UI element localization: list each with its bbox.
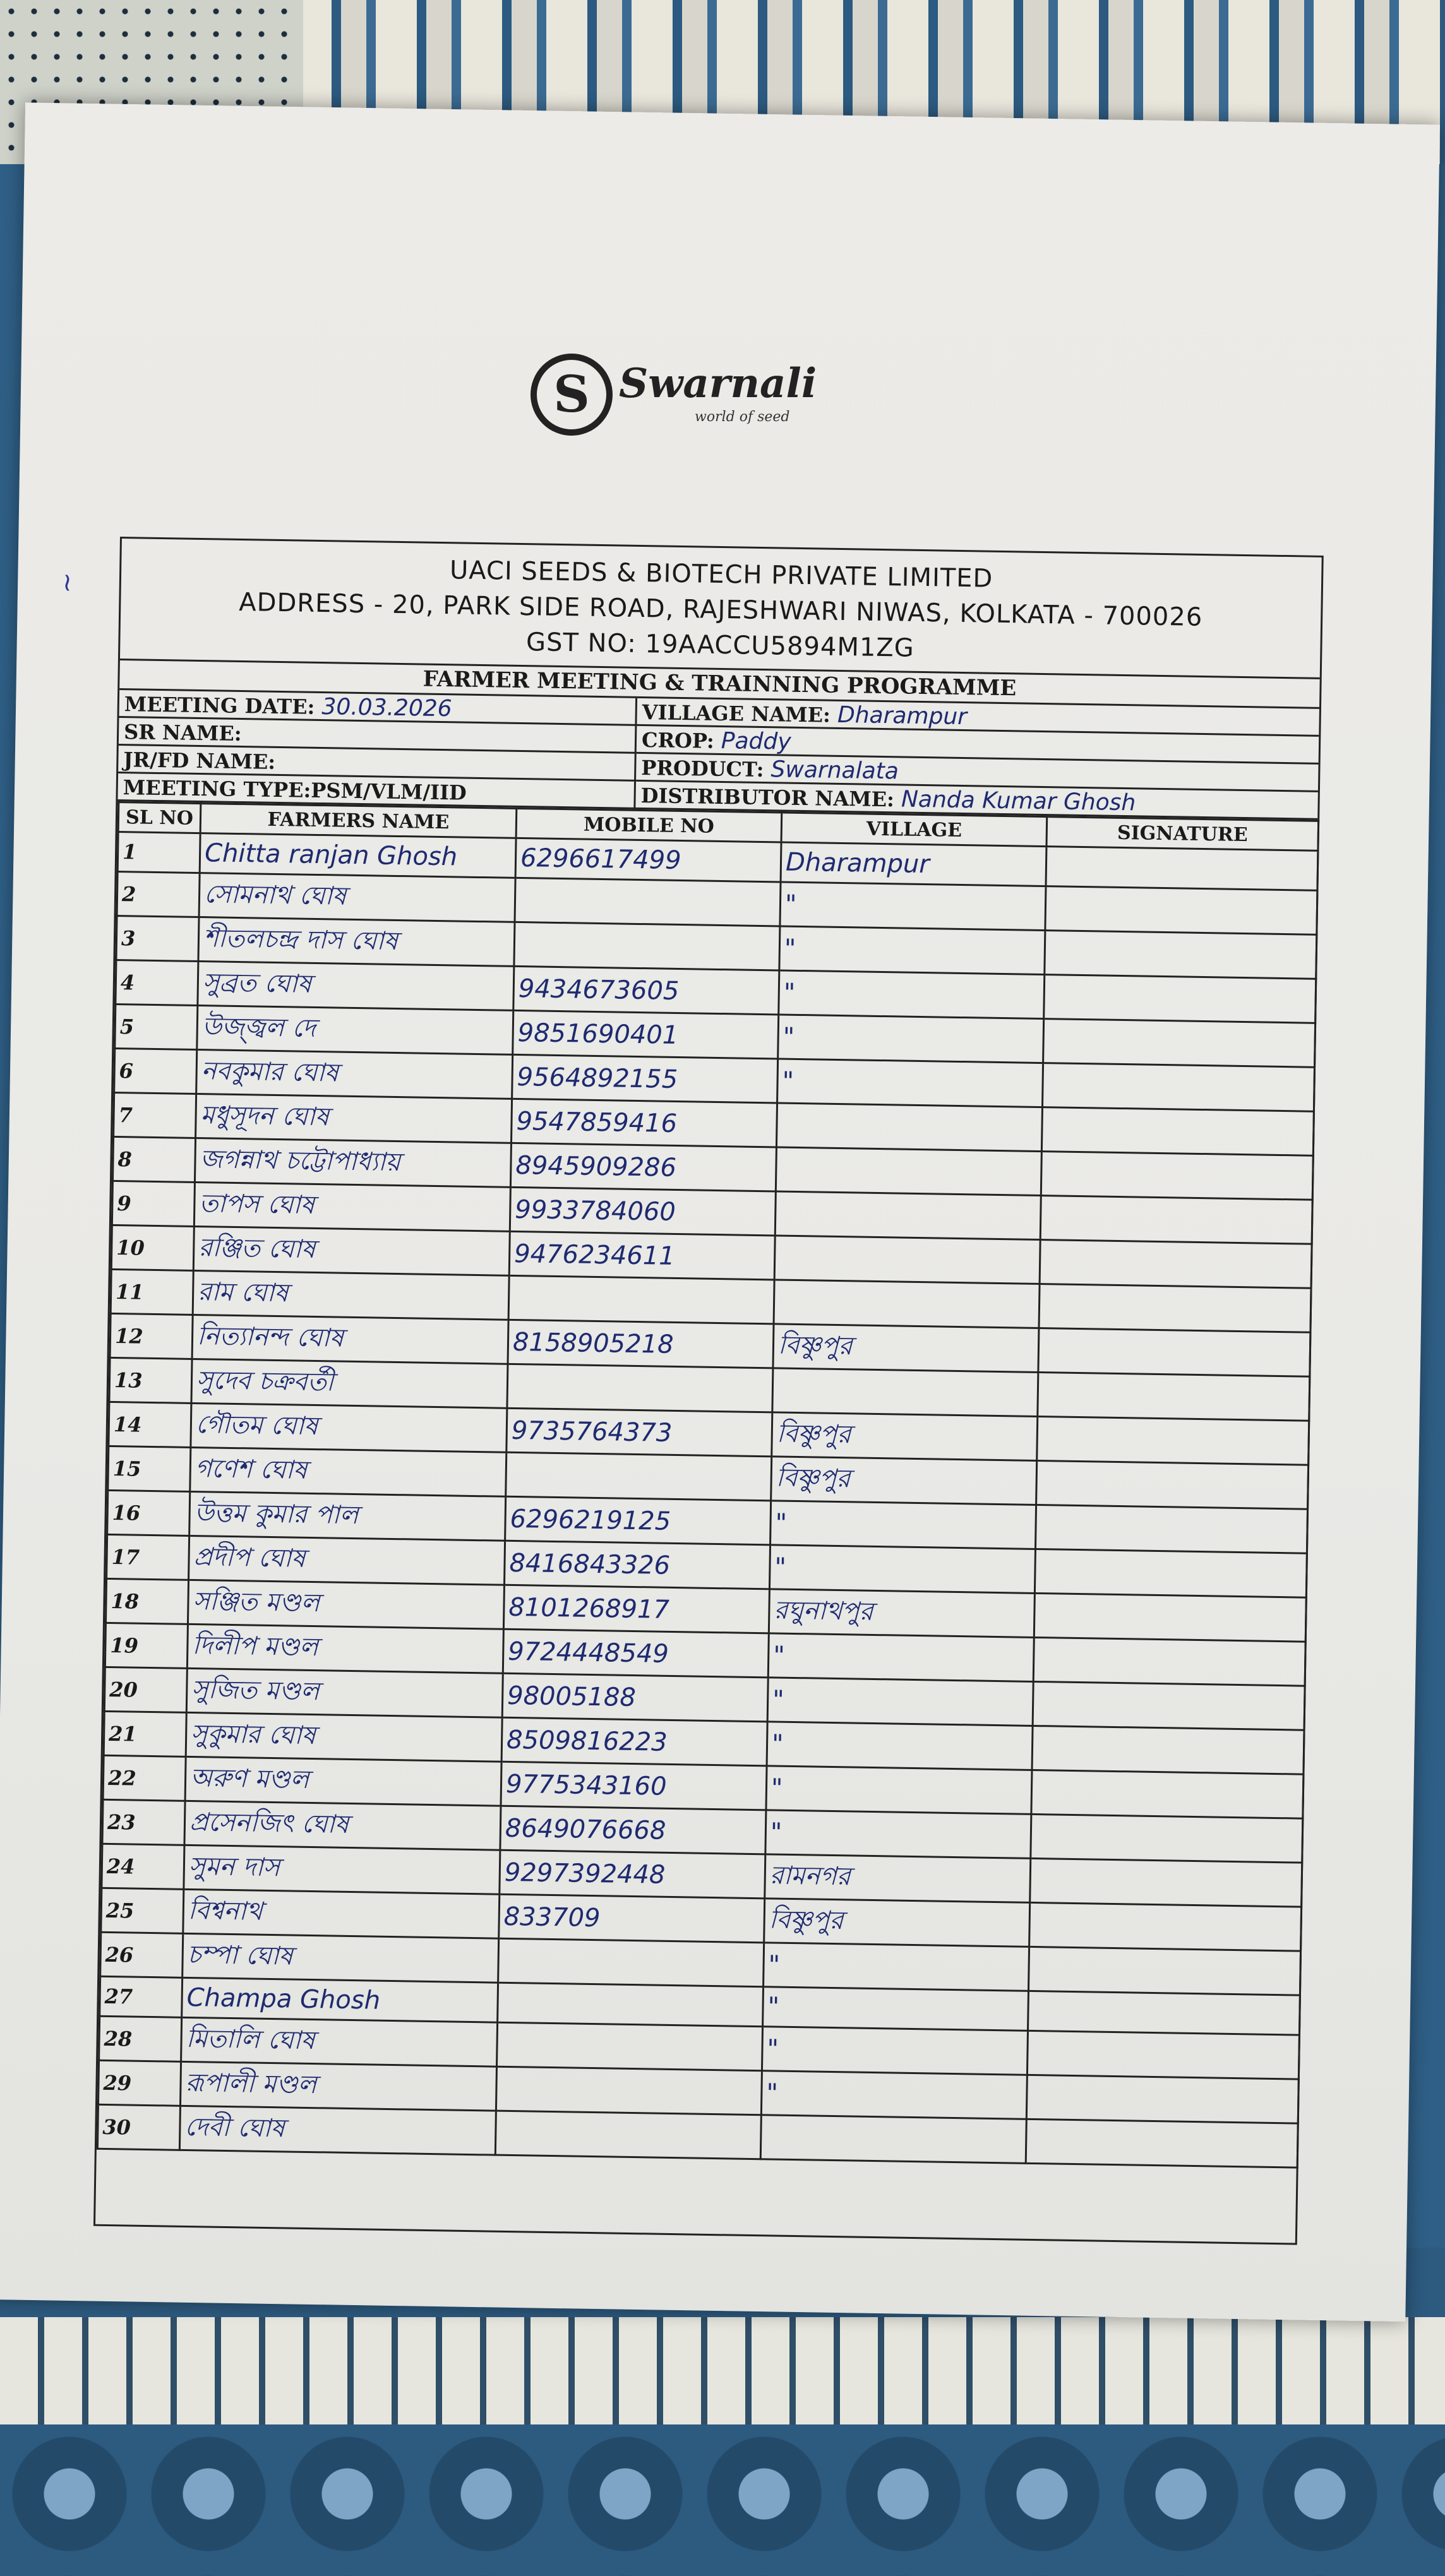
village-cell[interactable]: " [769,1545,1035,1594]
mobile-cell[interactable]: 8101268917 [503,1585,769,1633]
logo-mark: S [531,354,613,436]
farmer-name-cell[interactable]: জগন্নাথ চট্টোপাধ্যায় [195,1138,511,1187]
village-cell[interactable]: " [766,1766,1032,1815]
farmer-name-cell[interactable]: সোমনাথ ঘোষ [199,873,515,922]
signature-cell[interactable] [1046,847,1318,891]
signature-cell[interactable] [1043,1019,1316,1068]
farmer-name-cell[interactable]: সুজিত মণ্ডল [186,1668,503,1717]
mobile-cell[interactable] [514,922,780,970]
signature-cell[interactable] [1038,1373,1310,1421]
sl-cell[interactable]: 13 [109,1357,192,1403]
mobile-cell[interactable] [507,1364,773,1412]
gst-number: GST NO: 19AACCU5894M1ZG [525,628,915,663]
sl-cell[interactable]: 28 [99,2016,182,2061]
sl-cell[interactable]: 8 [112,1136,195,1182]
col-farmers-name: FARMERS NAME [200,804,517,838]
col-sl-no: SL NO [118,802,201,833]
sl-cell[interactable]: 10 [111,1225,194,1270]
village-cell[interactable]: " [777,1059,1043,1107]
mobile-cell[interactable] [508,1275,774,1324]
sl-cell[interactable]: 7 [114,1092,196,1138]
farmer-name-cell[interactable]: রাম ঘোষ [193,1270,509,1320]
mobile-cell[interactable]: 6296219125 [505,1496,771,1545]
sl-cell[interactable]: 25 [101,1888,184,1933]
farmer-name-cell[interactable]: অরুণ মণ্ডল [185,1756,501,1806]
farmer-name-cell[interactable]: উজ্জ্বল দে [197,1006,513,1055]
signature-cell[interactable] [1045,931,1317,979]
village-cell[interactable]: " [768,1633,1034,1682]
mobile-cell[interactable]: 6296617499 [515,838,781,882]
farmer-name-cell[interactable]: প্রসেনজিৎ ঘোষ [184,1801,501,1850]
village-cell[interactable]: Dharampur [781,842,1046,886]
signature-cell[interactable] [1028,1991,1300,2035]
village-cell[interactable]: " [764,1943,1029,1991]
farmer-name-cell[interactable]: মিতালি ঘোষ [181,2017,498,2066]
sl-cell[interactable]: 21 [104,1711,186,1756]
mobile-cell[interactable]: 9564892155 [512,1054,778,1103]
mobile-cell[interactable]: 9851690401 [513,1010,779,1059]
farmer-name-cell[interactable]: বিশ্বনাথ [183,1889,500,1938]
village-cell[interactable]: " [778,1015,1044,1063]
sl-cell[interactable]: 3 [116,915,199,961]
farmer-name-cell[interactable]: সুব্রত ঘোষ [198,962,514,1011]
village-name-field[interactable]: VILLAGE NAME: Dharampur [637,698,1319,737]
sl-cell[interactable]: 6 [114,1048,197,1094]
village-cell[interactable] [775,1191,1041,1240]
mobile-cell[interactable]: 9775343160 [501,1762,767,1810]
village-cell[interactable]: " [762,2027,1028,2075]
village-cell[interactable]: " [765,1810,1031,1859]
village-cell[interactable]: " [767,1722,1033,1770]
farmer-name-cell[interactable]: সুদেব চক্রবর্তী [191,1359,508,1408]
village-cell[interactable]: বিষ্ণুপুর [773,1324,1039,1373]
village-cell[interactable]: " [779,926,1045,975]
signature-cell[interactable] [1041,1107,1314,1156]
signature-cell[interactable] [1034,1593,1306,1642]
sl-cell[interactable]: 18 [105,1578,188,1624]
sl-cell[interactable]: 24 [102,1844,184,1889]
sl-cell[interactable]: 29 [98,2060,181,2106]
company-name: UACI SEEDS & BIOTECH PRIVATE LIMITED [449,556,993,593]
farmer-name-cell[interactable]: Champa Ghosh [182,1977,498,2022]
form-header [120,539,1322,679]
farmer-name-cell[interactable]: চম্পা ঘোষ [183,1933,499,1983]
farmer-name-cell[interactable]: মধুসূদন ঘোষ [196,1094,512,1143]
signature-cell[interactable] [1041,1152,1313,1200]
logo-brand: Swarnali [619,360,817,407]
signature-cell[interactable] [1029,1902,1302,1951]
village-cell[interactable]: " [763,1987,1029,2031]
farmer-name-cell[interactable]: সুকুমার ঘোষ [186,1712,502,1762]
farmer-name-cell[interactable]: রঞ্জিত ঘোষ [193,1226,510,1275]
signature-cell[interactable] [1033,1637,1305,1686]
village-cell[interactable] [776,1147,1041,1196]
mobile-cell[interactable] [495,2111,761,2159]
signature-cell[interactable] [1031,1770,1304,1818]
farmer-name-cell[interactable]: নবকুমার ঘোষ [196,1050,513,1099]
village-cell[interactable]: " [761,2071,1027,2120]
signature-cell[interactable] [1042,1063,1314,1112]
sl-cell[interactable]: 30 [97,2104,180,2150]
col-signature: SIGNATURE [1046,817,1319,851]
village-cell[interactable]: বিষ্ণুপুর [771,1457,1037,1505]
meeting-date-field[interactable]: MEETING DATE: 30.03.2026 [119,690,637,726]
mobile-cell[interactable]: 8158905218 [508,1320,774,1368]
village-cell[interactable]: রামনগর [765,1854,1031,1903]
sl-cell[interactable]: 5 [115,1004,198,1049]
signature-cell[interactable] [1037,1416,1309,1465]
farmer-name-cell[interactable]: Chitta ranjan Ghosh [200,833,516,878]
village-cell[interactable]: বিষ্ণুপুর [764,1899,1030,1947]
attendance-form [93,537,1324,2245]
signature-cell[interactable] [1034,1549,1307,1597]
company-address: ADDRESS - 20, PARK SIDE ROAD, RAJESHWARI NIWAS, KOLKATA - 700026 [239,587,1203,632]
sl-cell[interactable]: 1 [117,832,200,873]
farmer-name-cell[interactable]: তাপস ঘোষ [194,1182,510,1231]
signature-cell[interactable] [1032,1726,1304,1774]
farmer-name-cell[interactable]: সুমন দাস [184,1845,500,1894]
farmer-name-cell[interactable]: শীতলচন্দ্র দাস ঘোষ [198,917,515,967]
mobile-cell[interactable]: 9933784060 [510,1187,776,1236]
sl-cell[interactable]: 27 [100,1976,183,2017]
mobile-cell[interactable]: 9735764373 [507,1408,772,1457]
signature-cell[interactable] [1045,886,1317,935]
village-cell[interactable] [776,1103,1042,1152]
signature-cell[interactable] [1035,1505,1307,1553]
sl-cell[interactable]: 23 [102,1799,185,1845]
mobile-cell[interactable]: 9476234611 [509,1231,775,1280]
mobile-cell[interactable] [506,1452,772,1501]
program-title: FARMER MEETING & TRAINNING PROGRAMME [119,660,1320,709]
mobile-cell[interactable]: 8509816223 [501,1717,767,1766]
signature-cell[interactable] [1044,975,1316,1023]
signature-cell[interactable] [1040,1196,1312,1244]
signature-cell[interactable] [1038,1328,1310,1377]
signature-cell[interactable] [1027,2030,1299,2079]
crop-field[interactable]: CROP: Paddy [637,726,1319,765]
mobile-cell[interactable] [498,1938,764,1987]
farmer-name-cell[interactable]: গৌতম ঘোষ [191,1403,507,1452]
mobile-cell[interactable]: 8416843326 [504,1541,770,1589]
col-mobile-no: MOBILE NO [516,808,782,842]
farmer-name-cell[interactable]: দিলীপ মণ্ডল [187,1624,503,1673]
sr-name-field[interactable]: SR NAME: [119,718,637,754]
farmer-name-cell[interactable]: গণেশ ঘোষ [190,1447,507,1496]
sl-cell[interactable]: 26 [100,1932,183,1977]
sl-cell[interactable]: 22 [103,1755,186,1801]
mobile-cell[interactable]: 8945909286 [510,1143,776,1191]
village-cell[interactable]: রঘুনাথপুর [769,1589,1034,1638]
village-cell[interactable]: " [770,1501,1036,1549]
mobile-cell[interactable]: 9547859416 [511,1099,777,1147]
distributor-name-field[interactable]: DISTRIBUTOR NAME: Nanda Kumar Ghosh [635,782,1318,820]
company-logo [505,341,884,442]
mobile-cell[interactable]: 9434673605 [513,966,779,1015]
mobile-cell[interactable]: 833709 [499,1894,765,1943]
signature-cell[interactable] [1026,2119,1298,2168]
mobile-cell[interactable]: 9724448549 [503,1629,769,1678]
signature-cell[interactable] [1028,1947,1300,1995]
mobile-cell[interactable]: 98005188 [502,1673,768,1722]
meeting-type-field[interactable]: MEETING TYPE:PSM/VLM/IID [117,773,636,809]
mobile-cell[interactable] [515,878,781,926]
farmer-name-cell[interactable]: রূপালী মণ্ডল [180,2061,496,2111]
col-village: VILLAGE [781,813,1047,847]
signature-cell[interactable] [1033,1681,1305,1730]
farmer-name-cell[interactable]: দেবী ঘোষ [179,2106,496,2155]
signature-cell[interactable] [1030,1858,1302,1907]
sl-cell[interactable]: 15 [108,1446,191,1491]
sl-cell[interactable]: 2 [117,872,200,917]
village-cell[interactable] [774,1280,1040,1328]
signature-cell[interactable] [1026,2075,1298,2123]
signature-cell[interactable] [1039,1284,1311,1333]
sl-cell[interactable]: 12 [110,1313,193,1359]
mobile-cell[interactable] [497,2022,763,2071]
sl-cell[interactable]: 17 [107,1534,189,1580]
farmer-name-cell[interactable]: নিত্যানন্দ ঘোষ [192,1315,508,1364]
farmer-name-cell[interactable]: উত্তম কুমার পাল [189,1491,506,1541]
logo-tagline: world of seed [695,409,790,425]
village-cell[interactable]: বিষ্ণুপুর [772,1412,1038,1461]
sl-cell[interactable]: 20 [104,1667,187,1712]
margin-scribble: ~ [52,572,82,593]
mobile-cell[interactable]: 8649076668 [500,1806,766,1854]
sl-cell[interactable]: 4 [116,960,198,1005]
farmer-name-cell[interactable]: প্রদীপ ঘোষ [189,1535,505,1585]
village-cell[interactable]: " [779,970,1045,1019]
signature-cell[interactable] [1031,1814,1303,1863]
sl-cell[interactable]: 14 [109,1402,191,1447]
product-field[interactable]: PRODUCT: Swarnalata [636,754,1319,792]
meeting-meta [117,690,1319,820]
sl-cell[interactable]: 9 [112,1181,195,1226]
village-cell[interactable]: " [780,882,1046,931]
jr-fd-name-field[interactable]: JR/FD NAME: [118,746,637,782]
farmer-name-cell[interactable]: সঞ্জিত মণ্ডল [188,1580,504,1629]
sl-cell[interactable]: 11 [111,1269,193,1315]
mobile-cell[interactable] [496,2066,762,2115]
farmers-table [97,801,1319,2169]
sl-cell[interactable]: 19 [105,1623,188,1668]
mobile-cell[interactable] [498,1983,764,2027]
signature-cell[interactable] [1036,1460,1309,1509]
mobile-cell[interactable]: 9297392448 [500,1850,765,1899]
village-cell[interactable] [774,1236,1040,1284]
village-cell[interactable] [760,2115,1026,2164]
village-cell[interactable] [772,1368,1038,1417]
village-cell[interactable]: " [767,1678,1033,1726]
sl-cell[interactable]: 16 [107,1490,190,1535]
signature-cell[interactable] [1040,1240,1312,1289]
